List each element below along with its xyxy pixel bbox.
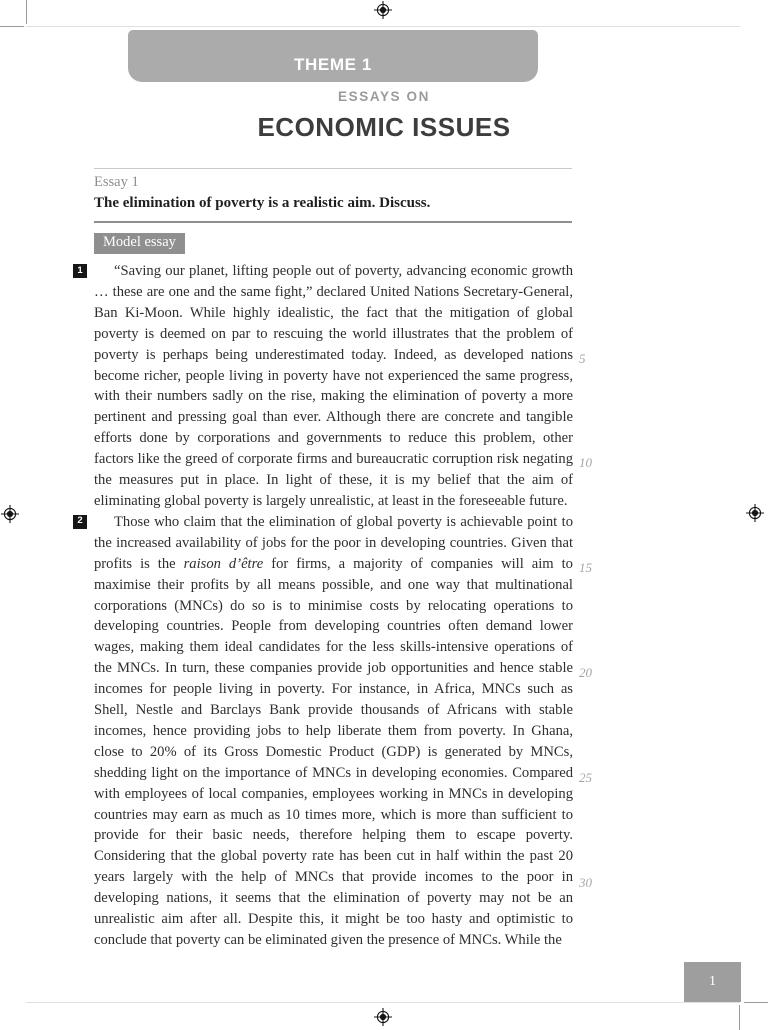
essay-paragraph (77, 261, 573, 512)
trim-line-bottom (26, 1002, 740, 1003)
paragraph-text: “Saving our planet, lifting people out of poverty, advancing economic growth … these are one and the same fight,” declared United Nations Secretary-General, Ban Ki-Moon. While highly idealistic, the fact that the mitigation of global poverty is deemed on par to rescuing the world illustrates that the problem of poverty is perhaps being underestimated today. Indeed, as developed nations become richer, people living in poverty have not experienced the same progress, with their numbers sadly on the rise, making the elimination of poverty a more pertinent and pressing goal than ever. Although there are concrete and tangible efforts done by corporations and governments to reduce this problem, other factors like the greed of corporate firms and bureaucratic corruption risk negating the measures put in place. In light of these, it is my belief that the aim of eliminating global poverty is largely unrealistic, at least in the foreseeable future. (94, 263, 573, 509)
line-number: 25 (579, 770, 592, 785)
theme-banner (128, 30, 538, 82)
page-number-badge: 1 (684, 962, 741, 1002)
crop-mark-bottom-right-vertical (739, 1005, 740, 1030)
line-number: 15 (579, 560, 592, 575)
model-essay-badge: Model essay (94, 233, 185, 254)
paragraph-number-badge: 1 (73, 264, 87, 278)
essay-body (77, 261, 573, 951)
essay-header (94, 168, 572, 223)
line-number: 20 (579, 665, 592, 680)
theme-label: THEME 1 (294, 55, 372, 74)
essay-paragraph (77, 512, 573, 951)
paragraph-text-italic: raison d’être (183, 555, 264, 572)
essay-question: The elimination of poverty is a realistic aim. Discuss. (94, 195, 431, 211)
paragraph-text: Those who claim that the elimination of global poverty is achievable point to the increased availability of jobs for the poor in developing countries. Given that profits is the (94, 513, 573, 572)
registration-mark-icon (374, 1008, 392, 1026)
crop-mark-top-left-vertical (26, 0, 27, 24)
registration-mark-icon (746, 504, 764, 522)
registration-mark-icon (1, 505, 19, 523)
essay-label: Essay 1 (94, 174, 139, 190)
paragraph-number-badge: 2 (73, 515, 87, 529)
registration-mark-icon (374, 1, 392, 19)
line-number: 5 (579, 351, 586, 366)
trim-line-top (26, 26, 740, 27)
series-kicker: ESSAYS ON (338, 89, 430, 104)
paragraph-text: for firms, a majority of companies will aim to maximise their profits by all means possible, and one way that multinational corporations (MNCs) do so is to minimise costs by relocating operations to developing countries. People from developing countries often demand lower wages, making them ideal candidates for the less skills-intensive operations of the MNCs. In turn, these companies provide job opportunities and hence stable incomes for people living in poverty. For instance, in Africa, MNCs such as Shell, Nestle and Barclays Bank provide thousands of Africans with stable incomes, hence providing jobs to help liberate them from poverty. In Ghana, close to 20% of its Gross Domestic Product (GDP) is generated by MNCs, shedding light on the importance of MNCs in developing economies. Compared with employees of local companies, employees working in MNCs in developing countries may earn as much as 10 times more, which is more than sufficient to provide for their basic needs, therefore helping them to escape poverty. Considering that the global poverty rate has been cut in half within the past 20 years largely with the help of MNCs that provide incomes to the poor in developing nations, it seems that the elimination of poverty may not be an unrealistic aim after all. Despite this, it might be too hasty and optimistic to conclude that poverty can be eliminated given the presence of MNCs. While the (94, 555, 573, 948)
crop-mark-bottom-right-horizontal (744, 1002, 768, 1003)
line-number: 10 (579, 455, 592, 470)
line-number: 30 (579, 875, 592, 890)
page-title: ECONOMIC ISSUES (257, 112, 511, 142)
crop-mark-top-left-horizontal (0, 26, 24, 27)
